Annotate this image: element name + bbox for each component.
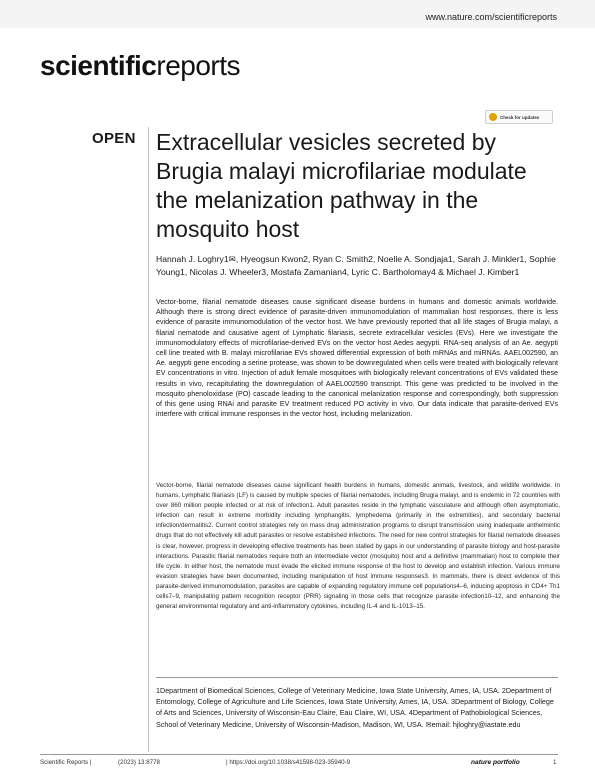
journal-logo[interactable] (40, 50, 240, 82)
footer-year-volume: (2023) 13:8778 (118, 759, 160, 766)
author-list: Hannah J. Loghry1✉, Hyeogsun Kwon2, Ryan C. Smith2, Noelle A. Sondjaja1, Sarah J. Minkler1, Sophie Young1, Nicolas J. Wheeler3, Mostafa Zamanian4, Lyric C. Bartholomay4 & Michael J. Kimber1 (156, 254, 556, 277)
affiliations: 1Department of Biomedical Sciences, College of Veterinary Medicine, Iowa State University, Ames, IA, USA. 2Department of Entomology, College of Agriculture and Life Sciences, Iowa State University, Ames, IA, USA. 3Department of Biology, College of Arts and Sciences, University of Wisconsin-Eau Claire, Eau Claire, WI, USA. 4Department of Pathobiological Sciences, School of Veterinary Medicine, University of Wisconsin-Madison, Madison, WI, USA. ✉email: hjloghry@iastate.edu (156, 686, 554, 729)
affiliation-separator (156, 677, 558, 678)
logo-regular-text: reports (156, 50, 241, 81)
footer-page-number: 1 (553, 759, 557, 766)
open-access-label: OPEN (92, 130, 136, 147)
update-badge-icon (489, 113, 497, 121)
logo-bold-text: scientific (40, 50, 157, 81)
column-divider (148, 127, 149, 752)
body-text: Vector-borne, filarial nematode diseases cause significant health burdens in humans, domestic animals, livestock, and wildlife worldwide. In humans, Lymphatic filariasis (LF) is caused by multiple species of filarial nematodes, including Brugia malayi, and is endemic in 72 countries with over 860 million people infected or at risk of infection1. Adult parasites reside in the lymphatic vasculature and although often asymptomatic, infection can result in extreme morbidity including lymphangitis, lymphedema (primarily in the extremities), and secondary bacterial infection/dermatitis2. Current control strategies rely on mass drug administration programs to disrupt transmission using inadequate anthelmintic drugs that do not effectively kill adult parasites or resolve established infections. The need for new control strategies for filarial nematode diseases is clear, however, progress in developing effective treatments has been stalled by gaps in our understanding of parasite biology and host-parasite interactions. Parasitic filarial nematodes require both an intermediate vector (mosquito) host and a definitive (mammalian) host to complete their life cycle. In either host, the nematode must evade the elicited immune response of the host to develop and establish infection. Various immune evasion strategies have been documented, including manipulation of host immune responses3. In mammals, there is direct evidence of this parasite-derived immunomodulation, parasites are capable of expanding regulatory immune cell populations4–6, inducing apoptosis in CD4+ Th1 cells7–9, manipulating pattern recognition receptor (PRR) signaling in those cells that recognize parasite infection10–12, and enhancing the general environmental regulatory and anti-inflammatory cytokines, including IL-4 and IL-1013–15. (156, 482, 560, 611)
footer-publisher-brand: nature portfolio (471, 759, 520, 766)
article-title: Extracellular vesicles secreted by Brugia malayi microfilariae modulate the melanization pathway in the mosquito host (156, 129, 527, 242)
footer-journal: Scientific Reports | (40, 759, 92, 766)
footer-rule (40, 754, 558, 755)
journal-url-link[interactable]: www.nature.com/scientificreports (425, 12, 557, 22)
check-for-updates-button[interactable] (485, 110, 553, 124)
check-for-updates-label: Check for updates (500, 114, 540, 120)
abstract: Vector-borne, filarial nematode diseases cause significant disease burdens in humans and domestic animals worldwide. Although there is strong direct evidence of parasite-driven immunomodulation of mammalian host responses, there is less evidence of parasite immunomodulation of the vector host. We have previously reported that all life stages of Brugia malayi, a filarial nematode and causative agent of Lymphatic filariasis, secrete extracellular vesicles (EVs). Here we investigate the immunomodulatory effects of microfilariae-derived EVs on the vector host Aedes aegypti. RNA-seq analysis of an Ae. aegypti cell line treated with B. malayi microfilariae EVs showed differential expression of both mRNAs and miRNAs. AAEL002590, an Ae. aegypti gene encoding a serine protease, was shown to be downregulated when cells were treated with biologically relevant EV concentrations in vitro. Injection of adult female mosquitoes with biologically relevant concentrations of EVs validated these results in vivo, recapitulating the downregulation of AAEL002590 transcript. This gene was predicted to be involved in the mosquito phenoloxidase (PO) cascade leading to the canonical melanization response and correspondingly, both suppression of this gene using RNAi and parasite EV treatment reduced PO activity in vivo. Our data indicate that parasite-derived EVs interfere with critical immune responses in the vector host, including melanization. (156, 298, 558, 419)
footer-doi-link[interactable]: | https://doi.org/10.1038/s41598-023-35940-9 (226, 759, 351, 766)
